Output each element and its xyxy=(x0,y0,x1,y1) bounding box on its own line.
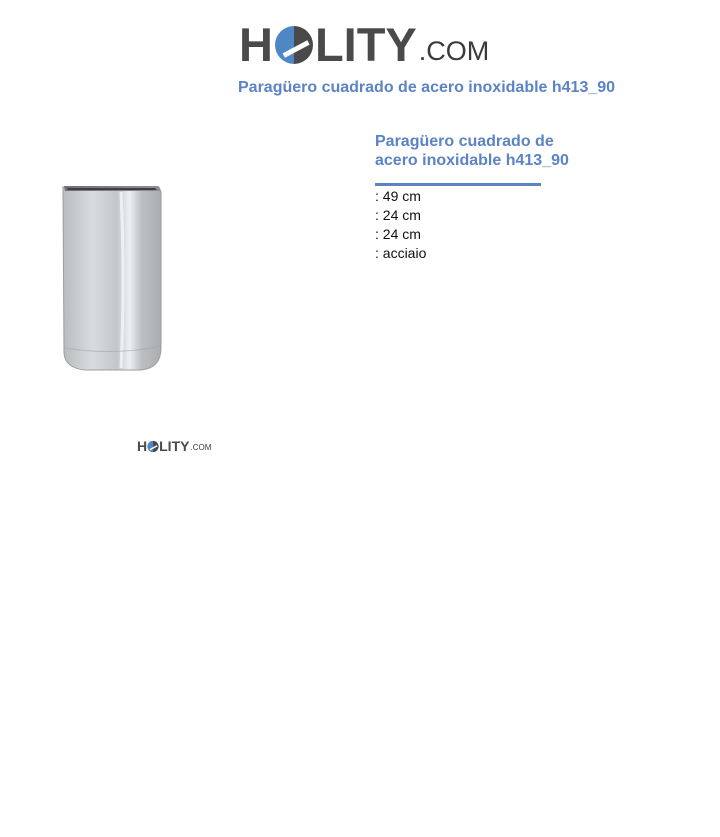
watermark-suffix: .COM xyxy=(190,443,212,452)
image-watermark-logo xyxy=(137,439,211,453)
half-circle-logo-icon xyxy=(274,23,314,67)
page-title: Paragüero cuadrado de acero inoxidable h413_90 xyxy=(238,79,616,96)
title-underline xyxy=(375,183,541,186)
logo-suffix: .COM xyxy=(418,36,490,66)
spec-item: : 24 cm xyxy=(375,226,421,242)
product-title-line-1: Paragüero cuadrado de xyxy=(375,133,554,150)
spec-item: : acciaio xyxy=(375,245,427,261)
spec-item: : 24 cm xyxy=(375,207,421,223)
spec-item: : 49 cm xyxy=(375,188,421,204)
watermark-letters-lity: LITY xyxy=(159,438,190,454)
spec-list xyxy=(375,187,615,263)
product-title xyxy=(375,132,615,170)
product-title-line-2: acero inoxidable h413_90 xyxy=(375,152,569,169)
half-circle-logo-icon xyxy=(147,440,159,453)
logo-letter-h: H xyxy=(239,18,273,71)
product-details xyxy=(375,132,615,263)
site-logo[interactable] xyxy=(239,10,490,71)
logo-letters-lity: LITY xyxy=(314,18,417,71)
watermark-letter-h: H xyxy=(137,438,148,454)
product-image xyxy=(55,178,170,378)
